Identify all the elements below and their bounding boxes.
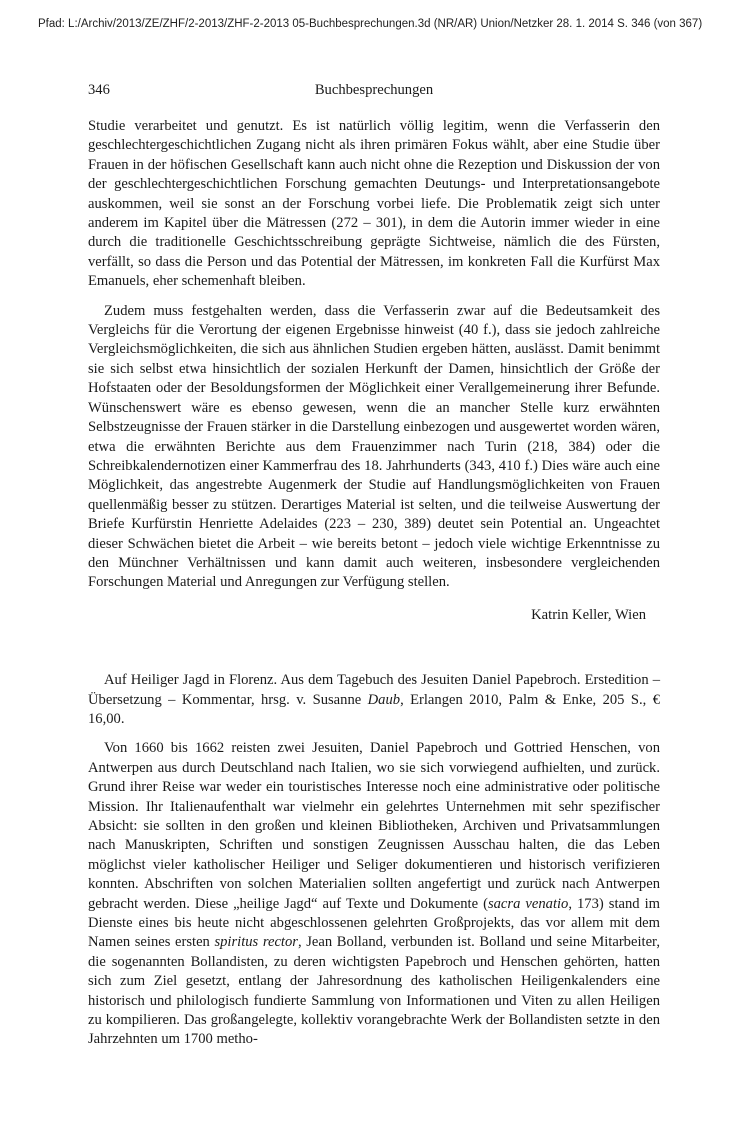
page-body [88,117,660,1050]
review2-body-text-2: , 173) stand im Dienste eines bis heute nicht abgeschlossenen gelehrten Großprojekts, das vor allem mit dem Namen seines ersten [88,895,660,951]
review2-body-text-3: , Jean Bolland, verbunden ist. Bolland und seine Mitarbeiter, die sogenannten Bollandisten, zu deren wichtigsten Papebroch und Henschen gehörten, hatten sich zum Ziel gesetzt, entlang der Jahresordnung des katholischen Heiligenkalenders eine historisch und philologisch fundierte Sammlung von Informationen und Viten zu allen Heiligen zu kompilieren. Das großangelegte, kollektiv vorangebrachte Werk der Bollandisten setzte in den Jahrzehnten um 1700 metho- [88,934,660,1048]
review2-heading [88,671,660,729]
review1-paragraph-2: Zudem muss festgehalten werden, dass die Verfasserin zwar auf die Bedeutsamkeit des Vergleichs für die Verortung der eigenen Ergebnisse hinweist (40 f.), dass sie jedoch zahlreiche Vergleichsmöglichkeiten, die sich aus ähnlichen Studien ergeben hätten, auslässt. Damit benimmt sie sich selbst etwa hinsichtlich der sozialen Herkunft der Damen, hinsichtlich der Größe der Hofstaaten oder der Besoldungsformen der Möglichkeit einer Verallgemeinerung ihrer Befunde. Wünschenswert wäre es ebenso gewesen, wenn die an mancher Stelle kurz erwähnten Selbstzeugnisse der Frauen stärker in die Darstellung einbezogen und ausgewertet worden wären, etwa die erwähnten Berichte aus dem Frauenzimmer nach Turin (218, 384) oder die Schreibkalendernotizen einer Kammerfrau des 18. Jahrhunderts (343, 410 f.) Dies wäre auch eine Möglichkeit, das angestrebte Augenmerk der Studie auf Handlungsmöglichkeiten von Frauen quellenmäßig besser zu stützen. Derartiges Material ist selten, und die teilweise Auswertung der Briefe Kurfürstin Henriette Adelaides (223 – 230, 389) deutet sein Potential an. Ungeachtet dieser Schwächen bietet die Arbeit – wie bereits betont – jedoch viele wichtige Erkenntnisse zu den Münchner Verhältnissen und kann damit auch weiteren, insbesondere vergleichenden Forschungen Material und Anregungen zur Verfügung stellen. [88,302,660,591]
review2-heading-text-2: , Erlangen 2010, Palm & Enke, 205 S., € 16,00. [88,691,660,727]
page-number: 346 [88,82,110,98]
review2-heading-editor: Daub [367,691,401,708]
review1-signature: Katrin Keller, Wien [531,606,646,623]
review2-body-italic-2: spiritus rector [214,934,298,951]
running-title: Buchbesprechungen [314,82,434,98]
review1-paragraph-1: Studie verarbeitet und genutzt. Es ist natürlich völlig legitim, wenn die Verfasserin den geschlechtergeschichtlichen Zugang nicht als ihren primären Fokus wählt, aber eine Studie über Frauen in der höfischen Gesellschaft kann auch nicht ohne die Rezeption und Diskussion der von der geschlechtergeschichtlichen Forschung gemachten Deutungs- und Interpretationsangebote auskommen, weil sie sonst an der Forschung vorbei liefe. Die Problematik zeigt sich unter anderem im Kapitel über die Mätressen (272 – 301), in dem die Autorin immer wieder in eine durch die traditionelle Geschichtsschreibung geprägte Sichtweise, nämlich die des Fürsten, verfällt, so dass die Person und das Potential der Mätressen, im konkreten Fall die Kurfürst Max Emanuels, eher schemenhaft bleiben. [88,118,660,290]
review2-paragraph-1 [88,739,660,1050]
file-path-line: Pfad: L:/Archiv/2013/ZE/ZHF/2-2013/ZHF-2-2013 05-Buchbesprechungen.3d (NR/AR) Union/Netzker 28. 1. 2014 S. 346 (von 367) [38,18,703,30]
review2-body-text-1: Von 1660 bis 1662 reisten zwei Jesuiten, Daniel Papebroch und Gottried Henschen, von Antwerpen aus durch Deutschland nach Italien, wo sie sich vorwiegend aufhielten, und zurück. Grund ihrer Reise war weder ein touristisches Interesse noch eine administrative oder politische Mission. Ihr Italienaufenthalt war vielmehr ein gelehrtes Unternehmen mit sehr spezifischer Absicht: sie sollten in den großen und kleinen Bibliotheken, Archiven und Privatsammlungen nach Manuskripten, Schriften und sonstigen Zeugnissen Ausschau halten, die das Leben möglichst vieler katholischer Heiliger und Seliger dokumentieren und historisch verifizieren konnten. Abschriften von solchen Materialien sollten angefertigt und zurück nach Antwerpen gebracht werden. Diese „heilige Jagd“ auf Texte und Dokumente ( [88,740,660,912]
review2-body-italic-1: sacra venatio [487,895,569,912]
review2-heading-text-1: Auf Heiliger Jagd in Florenz. Aus dem Tagebuch des Jesuiten Daniel Papebroch. Erstedition – Übersetzung – Kommentar, hrsg. v. Susanne [88,672,660,708]
